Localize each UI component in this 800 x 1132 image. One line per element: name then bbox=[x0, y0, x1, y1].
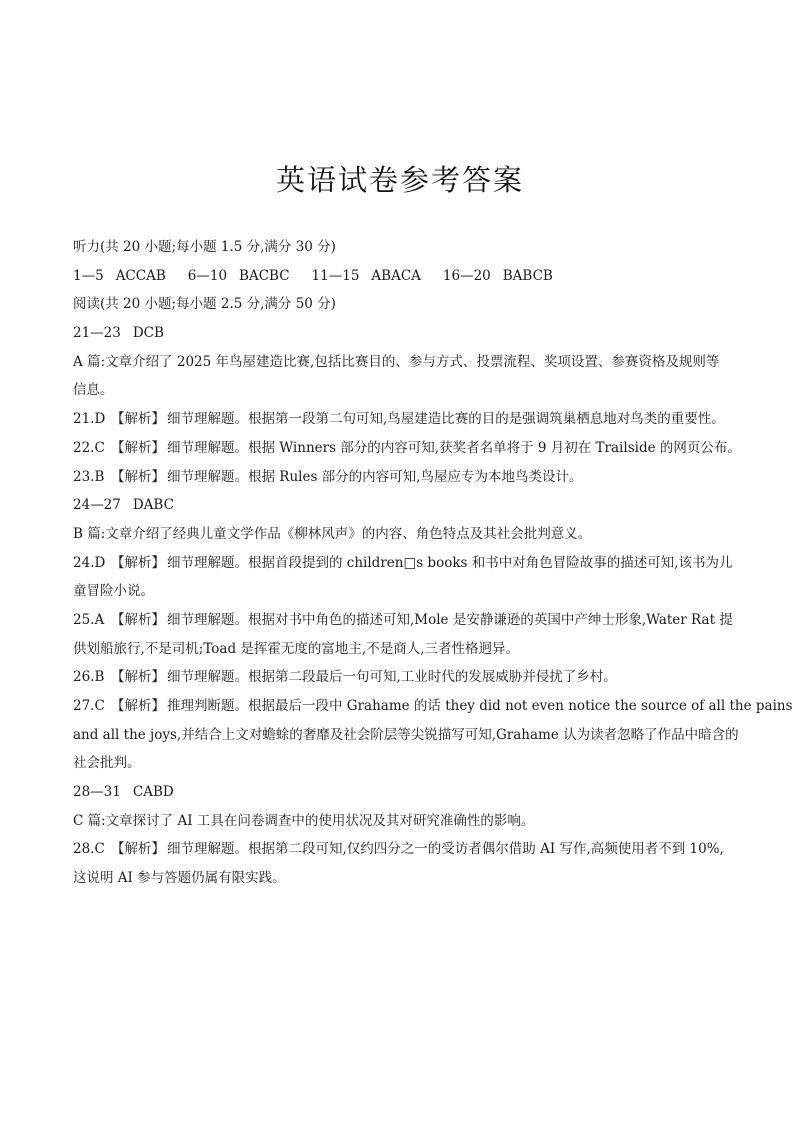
section-a-answers bbox=[73, 319, 733, 348]
answer-range: 21—23 bbox=[73, 325, 121, 342]
section-a-intro: A 篇:文章介绍了 2025 年鸟屋建造比赛,包括比赛目的、参与方式、投票流程、奖项设置、参赛资格及规则等 bbox=[73, 353, 720, 370]
section-b-intro: B 篇:文章介绍了经典儿童文学作品《柳林风声》的内容、角色特点及其社会批判意义。 bbox=[73, 525, 592, 542]
answer-content bbox=[73, 233, 793, 893]
explanation-text: 细节理解题。根据第一段第二句可知,鸟屋建造比赛的目的是强调筑巢栖息地对鸟类的重要性。 bbox=[167, 411, 725, 428]
analysis-tag: 【解析】 bbox=[111, 841, 165, 858]
listening-answers bbox=[73, 262, 733, 291]
explanation-23 bbox=[73, 463, 733, 492]
explanation-26 bbox=[73, 663, 733, 692]
analysis-tag: 【解析】 bbox=[111, 468, 165, 485]
answer-key: ACCAB bbox=[115, 267, 166, 284]
explanation-text: 细节理解题。根据首段提到的 children□s books 和书中对角色冒险故事的描述可知,该书为儿 bbox=[167, 554, 733, 571]
analysis-tag: 【解析】 bbox=[111, 611, 165, 628]
answer-range: 1—5 bbox=[73, 267, 104, 284]
analysis-tag: 【解析】 bbox=[111, 439, 165, 456]
listening-header: 听力(共 20 小题;每小题 1.5 分,满分 30 分) bbox=[73, 239, 336, 255]
explanation-text: 细节理解题。根据对书中角色的描述可知,Mole 是安静谦逊的英国中产绅士形象,Water Rat 提 bbox=[167, 611, 733, 628]
section-a-intro-cont: 信息。 bbox=[73, 382, 114, 399]
answer-range: 24—27 bbox=[73, 497, 121, 514]
explanation-28 bbox=[73, 835, 733, 864]
question-number: 24.D bbox=[73, 554, 106, 571]
answer-key: ABACA bbox=[371, 267, 421, 284]
question-number: 22.C bbox=[73, 439, 105, 456]
question-number: 21.D bbox=[73, 411, 106, 428]
explanation-22 bbox=[73, 434, 741, 463]
reading-header: 阅读(共 20 小题;每小题 2.5 分,满分 50 分) bbox=[73, 296, 336, 313]
explanation-text: 细节理解题。根据 Rules 部分的内容可知,鸟屋应专为本地鸟类设计。 bbox=[167, 468, 583, 485]
question-number: 25.A bbox=[73, 611, 105, 628]
answer-key: DCB bbox=[132, 325, 164, 342]
analysis-tag: 【解析】 bbox=[111, 554, 165, 571]
explanation-21 bbox=[73, 405, 733, 434]
explanation-27 bbox=[73, 692, 793, 721]
answer-range: 28—31 bbox=[73, 784, 121, 801]
explanation-text: 细节理解题。根据 Winners 部分的内容可知,获奖者名单将于 9 月初在 Trailside 的网页公布。 bbox=[167, 439, 741, 456]
explanation-text: 推理判断题。根据最后一段中 Grahame 的话 they did not even notice the source of all the pains bbox=[167, 698, 793, 714]
explanation-25-cont: 供划船旅行,不是司机;Toad 是挥霍无度的富地主,不是商人,三者性格迥异。 bbox=[73, 640, 519, 657]
section-c-intro: C 篇:文章探讨了 AI 工具在问卷调查中的使用状况及其对研究准确性的影响。 bbox=[73, 812, 535, 829]
explanation-24 bbox=[73, 549, 733, 578]
answer-range: 16—20 bbox=[442, 267, 491, 284]
section-c-answers bbox=[73, 778, 733, 807]
explanation-28-cont: 这说明 AI 参与答题仍属有限实践。 bbox=[73, 870, 286, 887]
explanation-27-cont: and all the joys,并结合上文对蟾蜍的奢靡及社会阶层等尖锐描写可知,Grahame 认为读者忽略了作品中暗含的 bbox=[73, 726, 739, 743]
answer-range: 6—10 bbox=[187, 267, 228, 284]
explanation-27-cont2: 社会批判。 bbox=[73, 755, 141, 772]
question-number: 28.C bbox=[73, 841, 105, 858]
analysis-tag: 【解析】 bbox=[111, 411, 165, 428]
analysis-tag: 【解析】 bbox=[111, 669, 165, 686]
question-number: 23.B bbox=[73, 468, 105, 485]
explanation-25 bbox=[73, 606, 733, 635]
question-number: 27.C bbox=[73, 698, 105, 714]
section-b-answers bbox=[73, 491, 733, 520]
answer-key: BABCB bbox=[502, 267, 553, 284]
explanation-text: 细节理解题。根据第二段最后一句可知,工业时代的发展威胁并侵扰了乡村。 bbox=[167, 669, 617, 686]
explanation-text: 细节理解题。根据第二段可知,仅约四分之一的受访者偶尔借助 AI 写作,高频使用者不到 10%, bbox=[167, 841, 724, 858]
page-title: 英语试卷参考答案 bbox=[275, 163, 524, 197]
answer-range: 11—15 bbox=[311, 267, 360, 284]
answer-key: DABC bbox=[132, 497, 174, 514]
question-number: 26.B bbox=[73, 669, 105, 686]
analysis-tag: 【解析】 bbox=[111, 698, 165, 714]
explanation-24-cont: 童冒险小说。 bbox=[73, 583, 154, 600]
answer-key: BACBC bbox=[239, 267, 290, 284]
answer-key: CABD bbox=[132, 784, 174, 801]
